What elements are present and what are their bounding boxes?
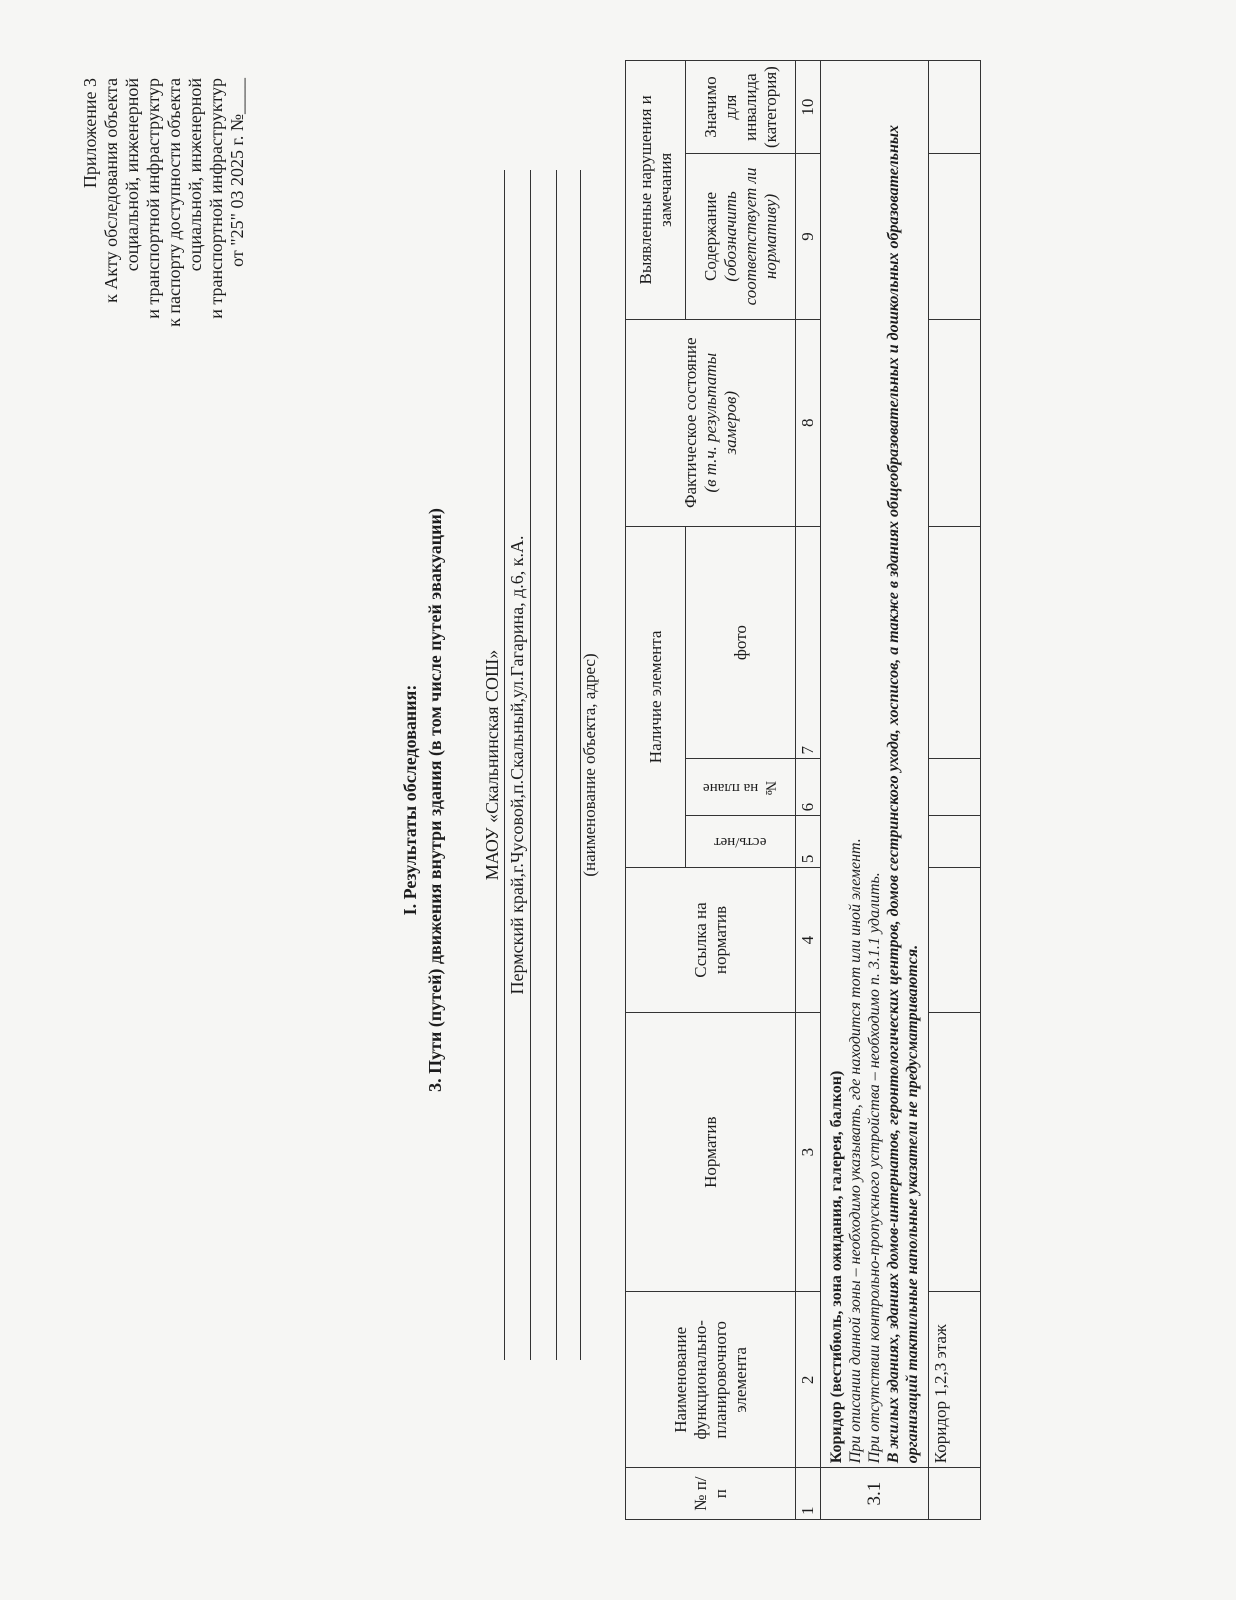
appendix-block [80, 78, 248, 378]
col-number: 2 [796, 1292, 821, 1468]
section-heading: I. Результаты обследования: [400, 684, 420, 916]
cell-norm [929, 1012, 981, 1291]
object-name: МАОУ «Скальнинская СОШ» [482, 649, 502, 881]
header-exists-text: есть/нет [714, 834, 767, 851]
cell-num [929, 1468, 981, 1520]
cell-photo [929, 526, 981, 759]
header-plan-no-text: № на плане [702, 779, 779, 796]
col-number: 5 [796, 816, 821, 868]
header-presence: Наличие элемента [626, 526, 686, 867]
header-violations: Выявленные нарушения и замечания [626, 61, 686, 320]
header-content-note: (обозначить соответствует ли нормативу) [720, 167, 780, 306]
cell-norm-ref [929, 868, 981, 1013]
col-number: 3 [796, 1012, 821, 1291]
header-content-title: Содержание [700, 191, 720, 281]
header-significant: Значимо для инвалида (категория) [686, 61, 796, 154]
subsection-heading: 3. Пути (путей) движения внутри здания (в том числе путей эвакуации) [425, 508, 445, 1092]
appendix-line: и транспортной инфраструктур [143, 78, 163, 319]
header-norm-ref: Ссылка на норматив [626, 868, 796, 1013]
col-number: 7 [796, 526, 821, 759]
header-actual [626, 319, 796, 526]
header-norm: Норматив [626, 1012, 796, 1291]
header-photo: фото [686, 526, 796, 759]
cell-actual [929, 319, 981, 526]
section-note: В жилых зданиях, зданиях домов-интернатов, геронтологических центров, домов сестринского ухода, хосписов, а также в зданиях общеобразовательных и дошкольных образовательных организаций тактильные напольные указатели не предусматриваются. [885, 124, 921, 1464]
underline [556, 170, 557, 1360]
header-actual-title: Фактическое состояние [680, 337, 700, 508]
table-row [929, 61, 981, 1520]
section-note: При отсутствии контрольно-пропускного устройства – необходимо п. 3.1.1 удалить. [866, 872, 883, 1464]
section-description [821, 61, 929, 1468]
appendix-line: социальной, инженерной [122, 78, 142, 272]
section-title: Коридор (вестибюль, зона ожидания, галерея, балкон) [828, 1070, 845, 1464]
cell-exists [929, 816, 981, 868]
cell-content [929, 154, 981, 320]
section-row [821, 61, 929, 1520]
cell-plan-no [929, 759, 981, 816]
cell-significant [929, 61, 981, 154]
header-actual-note: (в т.ч. результаты замеров) [700, 352, 740, 493]
col-number: 8 [796, 319, 821, 526]
appendix-line: социальной, инженерной [185, 78, 205, 272]
col-number: 4 [796, 868, 821, 1013]
col-number: 9 [796, 154, 821, 320]
survey-table [625, 60, 981, 1520]
appendix-line: от "25" 03 2025 г. №____ [227, 78, 247, 267]
header-num: № п/п [626, 1468, 796, 1520]
appendix-line: и транспортной инфраструктур [206, 78, 226, 319]
section-number: 3.1 [821, 1468, 929, 1520]
object-caption: (наименование объекта, адрес) [580, 653, 599, 877]
underline [504, 170, 505, 1360]
header-plan-no [686, 759, 796, 816]
col-number: 6 [796, 759, 821, 816]
cell-element-name: Коридор 1,2,3 этаж [929, 1292, 981, 1468]
header-exists [686, 816, 796, 868]
object-address: Пермский край,г.Чусовой,п.Скальный,ул.Гагарина, д.6, к.А. [507, 535, 527, 995]
appendix-line: к паспорту доступности объекта [164, 78, 184, 327]
appendix-line: к Акту обследования объекта [101, 78, 121, 303]
header-content [686, 154, 796, 320]
section-note: При описании данной зоны – необходимо указывать, где находится тот или иной элемент. [847, 838, 864, 1464]
underline [530, 170, 531, 1360]
header-element-name: Наименование функционально-планировочного элемента [626, 1292, 796, 1468]
col-number: 1 [796, 1468, 821, 1520]
col-number: 10 [796, 61, 821, 154]
column-numbers-row [796, 61, 821, 1520]
appendix-line: Приложение 3 [80, 78, 100, 189]
